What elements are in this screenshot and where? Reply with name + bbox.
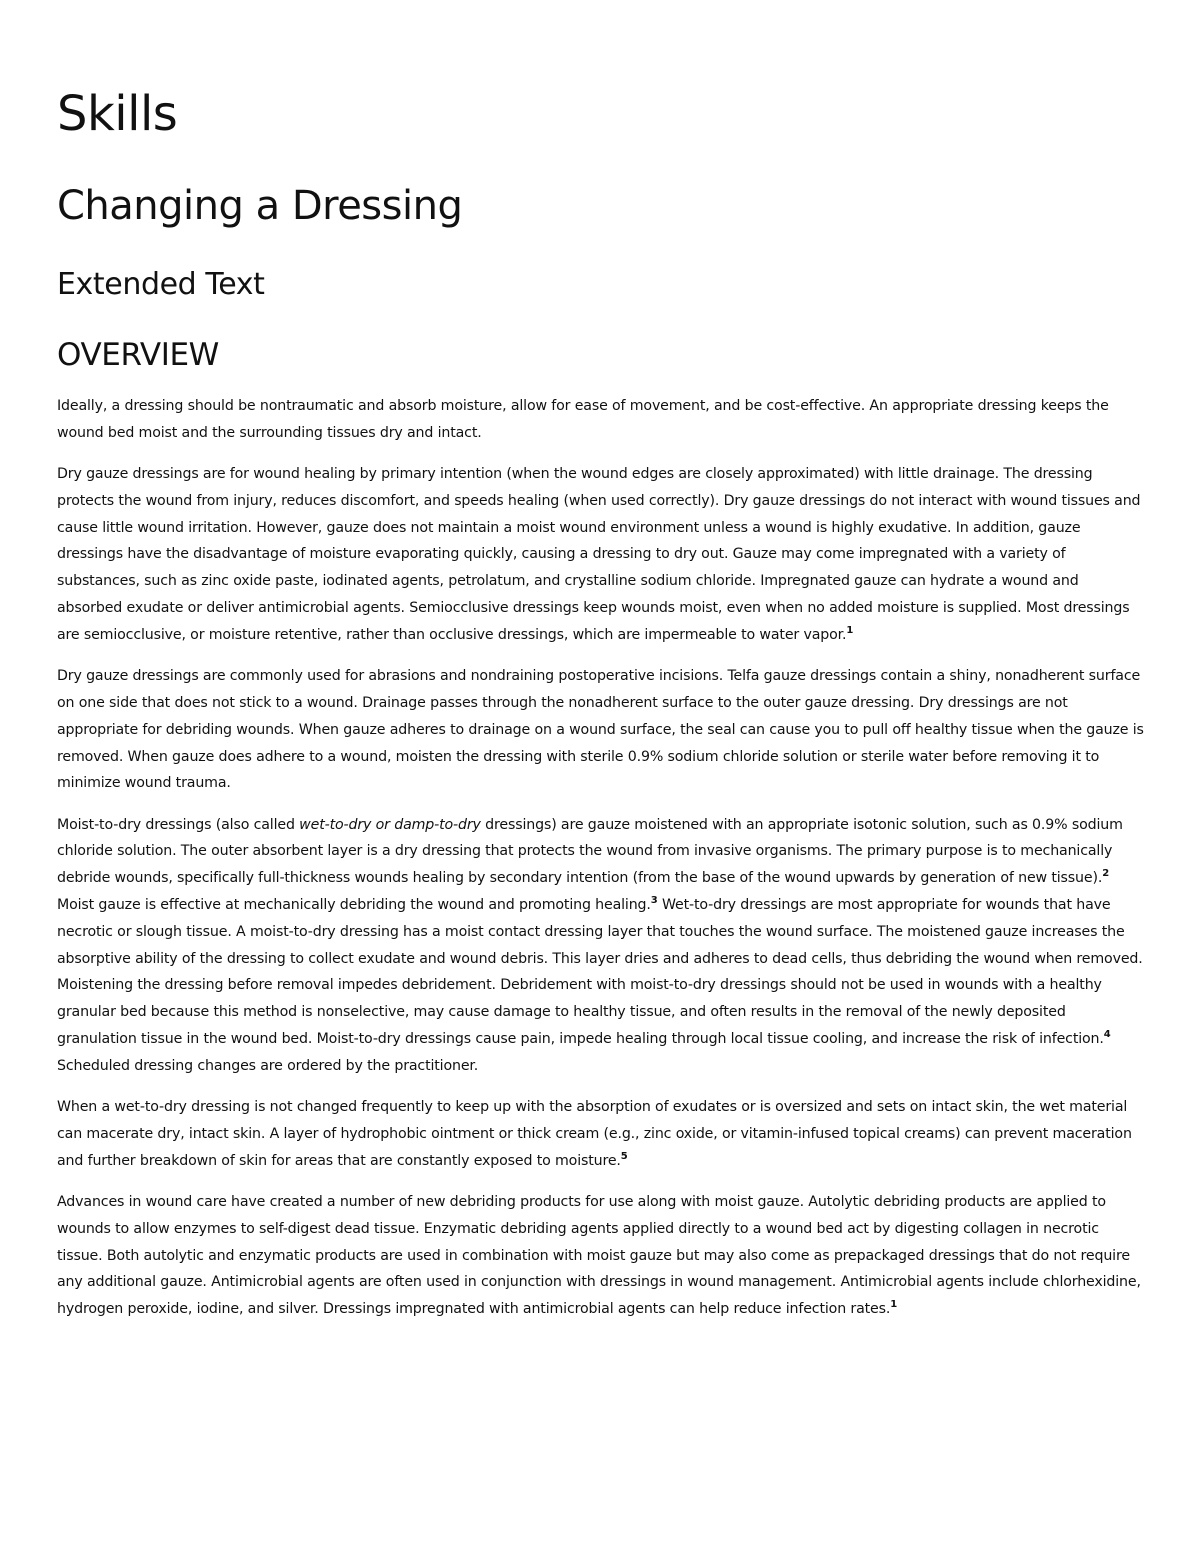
paragraph-1	[57, 393, 1147, 447]
extended-text-heading: Extended Text	[57, 267, 265, 302]
paragraph-3	[57, 663, 1147, 797]
paragraph-6	[57, 1189, 1147, 1323]
paragraph-5	[57, 1094, 1147, 1174]
page-title: Skills	[57, 86, 178, 142]
paragraph-1-text: Ideally, a dressing should be nontraumatic and absorb moisture, allow for ease of movement, and be cost-effective. An appropriate dressing keeps the wound bed moist and the surrounding tissues dry and intact.	[57, 398, 1109, 441]
paragraph-6-text: Advances in wound care have created a number of new debriding products for use along with moist gauze. Autolytic debriding products are applied to wounds to allow enzymes to self-digest dead tissue. Enzymatic debriding agents applied directly to a wound bed act by digesting collagen in necrotic tissue. Both autolytic and enzymatic products are used in combination with moist gauze but may also come as prepackaged dressings that do not require any additional gauze. Antimicrobial agents are often used in conjunction with dressings in wound management. Antimicrobial agents include chlorhexidine, hydrogen peroxide, iodine, and silver. Dressings impregnated with antimicrobial agents can help reduce infection rates.	[57, 1194, 1141, 1318]
reference-marker[interactable]: 2	[1102, 868, 1110, 880]
paragraph-4-emphasis: wet-to-dry or damp-to-dry	[299, 816, 481, 833]
reference-marker[interactable]: 4	[1103, 1029, 1111, 1041]
reference-marker[interactable]: 3	[650, 895, 658, 907]
paragraph-4-text-e: Scheduled dressing changes are ordered by the practitioner.	[57, 1057, 479, 1074]
paragraph-3-text: Dry gauze dressings are commonly used for abrasions and nondraining postoperative incisions. Telfa gauze dressings contain a shiny, nonadherent surface on one side that does not stick to a wound. Drainage passes through the nonadherent surface to the outer gauze dressing. Dry dressings are not appropriate for debriding wounds. When gauze adheres to drainage on a wound surface, the seal can cause you to pull off healthy tissue when the gauze is removed. When gauze does adhere to a wound, moisten the dressing with sterile 0.9% sodium chloride solution or sterile water before removing it to minimize wound trauma.	[57, 668, 1144, 792]
paragraph-5-text: When a wet-to-dry dressing is not changed frequently to keep up with the absorption of exudates or is oversized and sets on intact skin, the wet material can macerate dry, intact skin. A layer of hydrophobic ointment or thick cream (e.g., zinc oxide, or vitamin-infused topical creams) can prevent maceration and further breakdown of skin for areas that are constantly exposed to moisture.	[57, 1099, 1132, 1169]
paragraph-4	[57, 812, 1147, 1080]
article-body	[57, 393, 1147, 1338]
paragraph-2	[57, 461, 1147, 649]
skill-title: Changing a Dressing	[57, 183, 463, 229]
paragraph-2-text: Dry gauze dressings are for wound healing by primary intention (when the wound edges are closely approximated) with little drainage. The dressing protects the wound from injury, reduces discomfort, and speeds healing (when used correctly). Dry gauze dressings do not interact with wound tissues and cause little wound irritation. However, gauze does not maintain a moist wound environment unless a wound is highly exudative. In addition, gauze dressings have the disadvantage of moisture evaporating quickly, causing a dressing to dry out. Gauze may come impregnated with a variety of substances, such as zinc oxide paste, iodinated agents, petrolatum, and crystalline sodium chloride. Impregnated gauze can hydrate a wound and absorbed exudate or deliver antimicrobial agents. Semiocclusive dressings keep wounds moist, even when no added moisture is supplied. Most dressings are semiocclusive, or moisture retentive, rather than occlusive dressings, which are impermeable to water vapor.	[57, 466, 1141, 643]
paragraph-4-text-c: Moist gauze is effective at mechanically debriding the wound and promoting healing.	[57, 897, 651, 914]
paragraph-4-text-d: Wet-to-dry dressings are most appropriate for wounds that have necrotic or slough tissue. A moist-to-dry dressing has a moist contact dressing layer that touches the wound surface. The moistened gauze increases the absorptive ability of the dressing to collect exudate and wound debris. This layer dries and adheres to dead cells, thus debriding the wound when removed. Moistening the dressing before removal impedes debridement. Debridement with moist-to-dry dressings should not be used in wounds with a healthy granular bed because this method is nonselective, may cause damage to healthy tissue, and often results in the removal of the newly deposited granulation tissue in the wound bed. Moist-to-dry dressings cause pain, impede healing through local tissue cooling, and increase the risk of infection.	[57, 897, 1143, 1048]
overview-heading: OVERVIEW	[57, 337, 219, 373]
reference-marker[interactable]: 1	[846, 624, 854, 636]
reference-marker[interactable]: 5	[620, 1150, 628, 1162]
paragraph-4-text-b: dressings) are gauze moistened with an appropriate isotonic solution, such as 0.9% sodium chloride solution. The outer absorbent layer is a dry dressing that protects the wound from invasive organisms. The primary purpose is to mechanically debride wounds, specifically full-thickness wounds healing by secondary intention (from the base of the wound upwards by generation of new tissue).	[57, 816, 1123, 887]
paragraph-4-text-a: Moist-to-dry dressings (also called	[57, 816, 300, 833]
reference-marker[interactable]: 1	[890, 1299, 898, 1311]
